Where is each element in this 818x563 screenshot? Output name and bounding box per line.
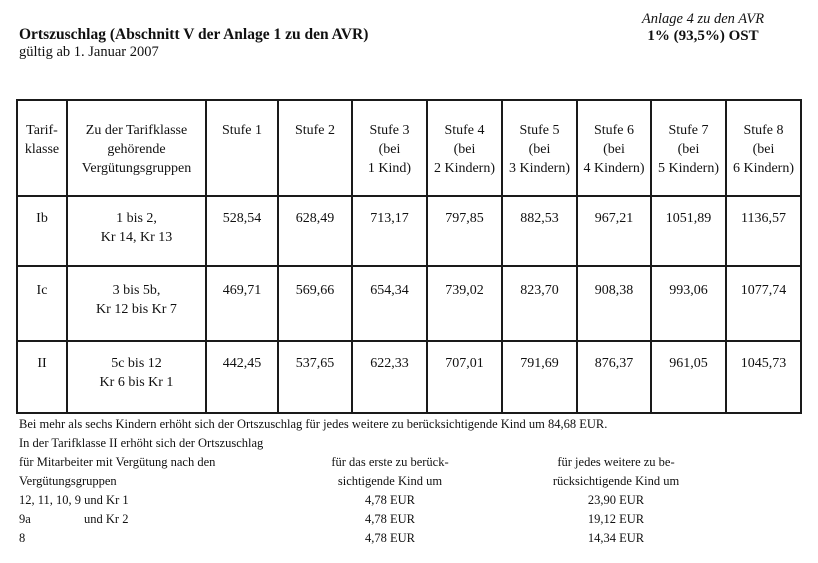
header-text: Vergütungsgruppen	[81, 161, 192, 176]
value-cell: 882,53	[502, 196, 577, 266]
header-text: klasse	[24, 142, 60, 157]
further-child-header-line2: rücksichtigende Kind um	[552, 474, 680, 488]
header-text: 1 Kind)	[367, 161, 412, 176]
first-child-amount: 4,78 EUR	[365, 493, 415, 507]
value-cell: 654,34	[352, 266, 427, 341]
tarifklasse-cell: Ib	[17, 196, 67, 266]
header-stufe-4	[427, 100, 502, 196]
value-cell: 797,85	[427, 196, 502, 266]
value-cell: 622,33	[352, 341, 427, 413]
header-text: Stufe 2	[294, 123, 336, 138]
table-row	[17, 266, 801, 341]
table-header-row	[17, 100, 801, 196]
value-cell: 469,71	[206, 266, 278, 341]
value-cell: 528,54	[206, 196, 278, 266]
group-text: 3 bis 5b,	[112, 283, 161, 298]
first-child-amount: 4,78 EUR	[365, 512, 415, 526]
header-text: (bei	[528, 142, 551, 157]
group-text: 1 bis 2,	[116, 211, 157, 226]
document-title: Ortszuschlag (Abschnitt V der Anlage 1 zu den AVR)	[19, 26, 369, 43]
rate-label: 1% (93,5%) OST	[647, 28, 759, 44]
value-cell: 1136,57	[726, 196, 801, 266]
table-row	[17, 196, 801, 266]
verguetungsgruppen-cell	[67, 266, 206, 341]
value-cell: 908,38	[577, 266, 651, 341]
validity-date: gültig ab 1. Januar 2007	[19, 44, 159, 60]
header-text: gehörende	[107, 142, 166, 157]
header-text: Stufe 7	[668, 123, 709, 138]
header-tarifklasse	[17, 100, 67, 196]
header-text: Zu der Tarifklasse	[85, 123, 188, 138]
header-text: Stufe 4	[444, 123, 485, 138]
value-cell: 1077,74	[726, 266, 801, 341]
note-more-children: Bei mehr als sechs Kindern erhöht sich der Ortszuschlag für jedes weitere zu berücksichtigende Kind um 84,68 EUR.	[19, 417, 608, 431]
further-child-amount: 23,90 EUR	[587, 493, 645, 507]
note-verguetungsgruppen: Vergütungsgruppen	[19, 474, 117, 488]
further-child-header-line1: für jedes weitere zu be-	[557, 455, 675, 469]
value-cell: 1051,89	[651, 196, 726, 266]
group-row-3: 8	[19, 531, 26, 545]
header-text: Stufe 8	[743, 123, 784, 138]
table-row	[17, 341, 801, 413]
header-stufe-5	[502, 100, 577, 196]
further-child-amount: 19,12 EUR	[587, 512, 645, 526]
header-text: Stufe 3	[369, 123, 410, 138]
group-text: Kr 12 bis Kr 7	[96, 302, 177, 317]
verguetungsgruppen-cell	[67, 341, 206, 413]
header-stufe-6	[577, 100, 651, 196]
note-tarifklasse-ii: In der Tarifklasse II erhöht sich der Ortszuschlag	[19, 436, 264, 450]
value-cell: 442,45	[206, 341, 278, 413]
first-child-header-line2: sichtigende Kind um	[337, 474, 443, 488]
value-cell: 713,17	[352, 196, 427, 266]
header-stufe-3	[352, 100, 427, 196]
group-row-1: 12, 11, 10, 9 und Kr 1	[19, 493, 129, 507]
annex-label: Anlage 4 zu den AVR	[641, 11, 765, 27]
value-cell: 707,01	[427, 341, 502, 413]
group-text: Kr 6 bis Kr 1	[99, 375, 174, 390]
header-text: (bei	[378, 142, 401, 157]
group-row-2-suffix: und Kr 2	[84, 512, 129, 526]
header-text: 6 Kindern)	[732, 161, 795, 176]
group-text: 5c bis 12	[111, 356, 162, 371]
value-cell: 628,49	[278, 196, 352, 266]
value-cell: 569,66	[278, 266, 352, 341]
header-text: 5 Kindern)	[657, 161, 720, 176]
header-text: (bei	[603, 142, 625, 157]
further-child-amount: 14,34 EUR	[587, 531, 645, 545]
header-stufe-2	[278, 100, 352, 196]
header-text: Tarif-	[26, 123, 58, 138]
header-text: Stufe 5	[519, 123, 560, 138]
value-cell: 537,65	[278, 341, 352, 413]
header-text: 3 Kindern)	[508, 161, 571, 176]
header-stufe-1	[206, 100, 278, 196]
tarifklasse-cell: Ic	[17, 266, 67, 341]
header-text: Stufe 1	[221, 123, 263, 138]
header-stufe-7	[651, 100, 726, 196]
group-text: Kr 14, Kr 13	[100, 230, 173, 245]
value-cell: 967,21	[577, 196, 651, 266]
first-child-header-line1: für das erste zu berück-	[331, 455, 449, 469]
value-cell: 993,06	[651, 266, 726, 341]
tarifklasse-cell: II	[17, 341, 67, 413]
header-text: (bei	[453, 142, 476, 157]
value-cell: 739,02	[427, 266, 502, 341]
header-text: (bei	[752, 142, 775, 157]
ortszuschlag-table	[16, 99, 802, 414]
value-cell: 791,69	[502, 341, 577, 413]
header-text: (bei	[677, 142, 700, 157]
header-stufe-8	[726, 100, 801, 196]
value-cell: 1045,73	[726, 341, 801, 413]
value-cell: 823,70	[502, 266, 577, 341]
value-cell: 961,05	[651, 341, 726, 413]
header-verguetungsgruppen	[67, 100, 206, 196]
group-row-2: 9a	[19, 512, 31, 526]
header-text: 2 Kindern)	[433, 161, 496, 176]
header-text: Stufe 6	[593, 123, 635, 138]
first-child-amount: 4,78 EUR	[365, 531, 415, 545]
verguetungsgruppen-cell	[67, 196, 206, 266]
value-cell: 876,37	[577, 341, 651, 413]
note-mitarbeiter: für Mitarbeiter mit Vergütung nach den	[19, 455, 216, 469]
header-text: 4 Kindern)	[583, 161, 645, 176]
